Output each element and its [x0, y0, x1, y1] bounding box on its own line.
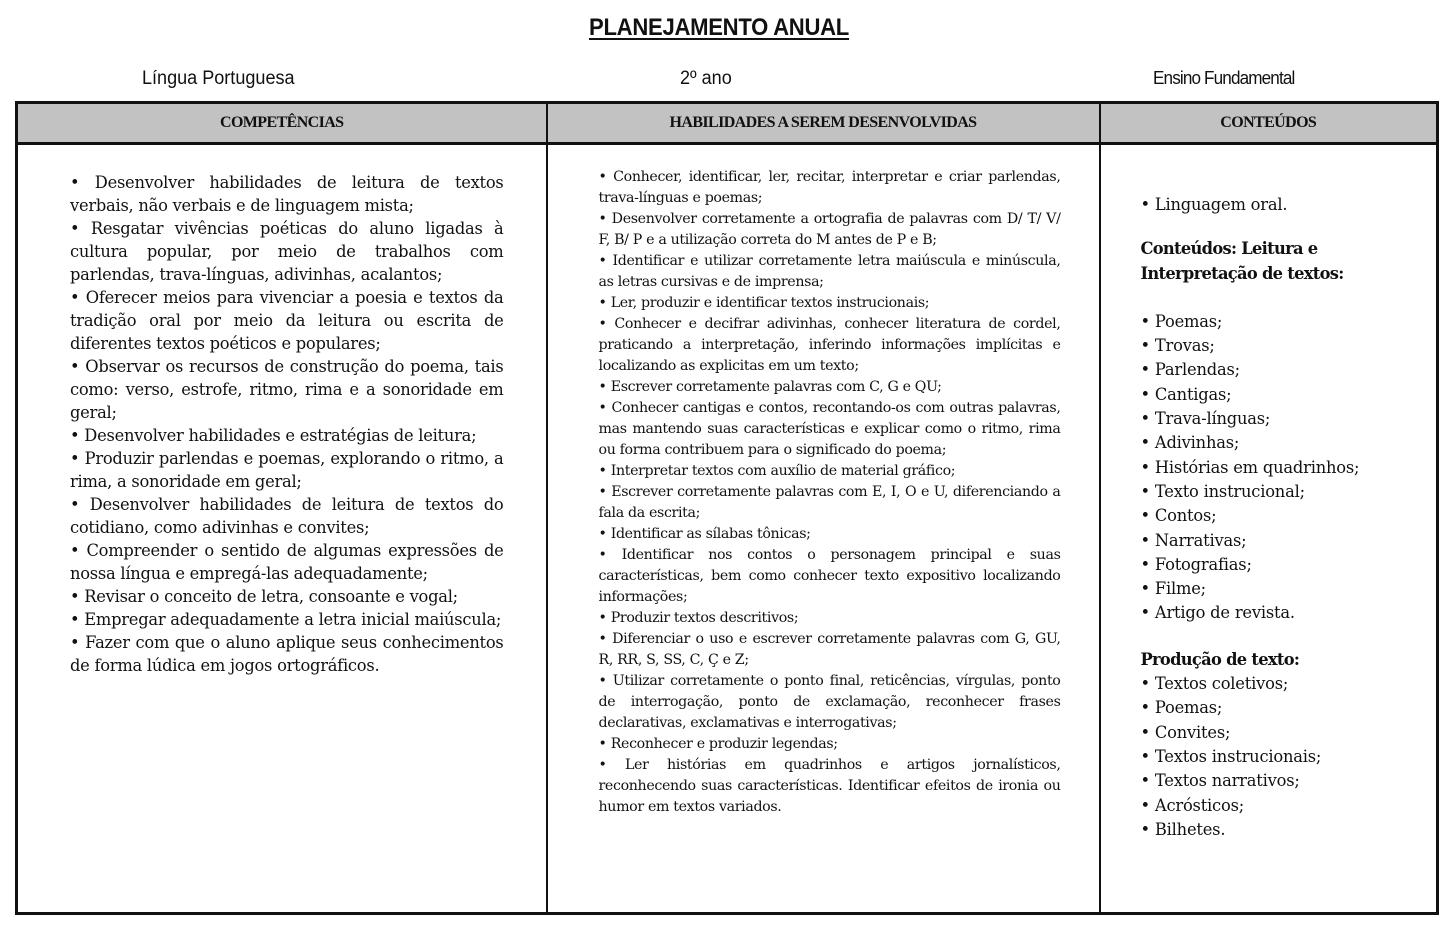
list-item: • Desenvolver habilidades e estratégias de leitura; — [70, 424, 504, 447]
list-item: • Desenvolver corretamente a ortografia de palavras com D/ T/ V/ F, B/ P e a utilização correta do M antes de P e B; — [599, 209, 1061, 251]
leitura-heading-line-2: Interpretação de textos: — [1140, 263, 1344, 283]
list-item: • Produzir parlendas e poemas, explorando o ritmo, a rima, a sonoridade em geral; — [70, 447, 504, 493]
list-item: • Fazer com que o aluno aplique seus conhecimentos de forma lúdica em jogos ortográficos. — [70, 631, 504, 677]
list-item: • Identificar nos contos o personagem principal e suas características, bem como conhecer texto expositivo localizando informações; — [599, 545, 1061, 608]
list-item: • Artigo de revista. — [1141, 601, 1427, 625]
header-habilidades: HABILIDADES A SEREM DESENVOLVIDAS — [547, 103, 1100, 144]
list-item: • Diferenciar o uso e escrever corretamente palavras com G, GU, R, RR, S, SS, C, Ç e Z; — [599, 629, 1061, 671]
leitura-heading-line-1: Conteúdos: Leitura e — [1140, 239, 1318, 259]
list-item: • Desenvolver habilidades de leitura de textos verbais, não verbais e de linguagem mista; — [70, 171, 504, 217]
list-item: • Interpretar textos com auxílio de material gráfico; — [599, 461, 1061, 482]
level-label: Ensino Fundamental — [1153, 68, 1295, 88]
header-competencias: COMPETÊNCIAS — [17, 103, 547, 144]
list-item: • Ler, produzir e identificar textos instrucionais; — [599, 293, 1061, 314]
table-header-row — [17, 103, 1438, 144]
list-item: • Oferecer meios para vivenciar a poesia e textos da tradição oral por meio da leitura ou escrita de diferentes textos poéticos e populares; — [70, 286, 504, 355]
list-item: • Texto instrucional; — [1141, 480, 1427, 504]
document-title — [58, 14, 1381, 42]
table-body-row — [17, 144, 1438, 914]
list-item: • Cantigas; — [1141, 383, 1427, 407]
list-item: • Ler histórias em quadrinhos e artigos jornalísticos, reconhecendo suas características. Identificar efeitos de ironia ou humor em textos variados. — [599, 755, 1061, 818]
list-item: • Conhecer cantigas e contos, recontando-os com outras palavras, mas mantendo suas características e explicar como o ritmo, rima ou forma contribuem para o significado do poema; — [599, 398, 1061, 461]
list-item: • Poemas; — [1141, 310, 1427, 334]
list-item: • Contos; — [1141, 504, 1427, 528]
habilidades-list — [548, 145, 1099, 818]
competencias-cell — [17, 144, 547, 914]
list-item: • Revisar o conceito de letra, consoante e vogal; — [70, 585, 504, 608]
list-item: • Adivinhas; — [1141, 431, 1427, 455]
list-item: • Trovas; — [1141, 334, 1427, 358]
list-item: • Textos narrativos; — [1141, 769, 1427, 793]
list-item: • Conhecer e decifrar adivinhas, conhecer literatura de cordel, praticando a interpretação, inferindo informações implícitas e localizando as explicitas em um texto; — [599, 314, 1061, 377]
subject-label: Língua Portuguesa — [142, 68, 295, 89]
list-item: • Escrever corretamente palavras com C, G e QU; — [599, 377, 1061, 398]
list-item: • Convites; — [1141, 721, 1427, 745]
conteudos-intro-item: • Linguagem oral. — [1141, 193, 1427, 217]
producao-items — [1141, 672, 1427, 842]
leitura-items — [1141, 310, 1427, 626]
document-title-text: PLANEJAMENTO ANUAL — [588, 14, 850, 41]
list-item: • Narrativas; — [1141, 529, 1427, 553]
habilidades-cell — [547, 144, 1100, 914]
list-item: • Desenvolver habilidades de leitura de textos do cotidiano, como adivinhas e convites; — [70, 493, 504, 539]
list-item: • Filme; — [1141, 577, 1427, 601]
list-item: • Compreender o sentido de algumas expressões de nossa língua e empregá-las adequadamente; — [70, 539, 504, 585]
list-item: • Produzir textos descritivos; — [599, 608, 1061, 629]
list-item: • Trava-línguas; — [1141, 407, 1427, 431]
list-item: • Poemas; — [1141, 696, 1427, 720]
list-item: • Conhecer, identificar, ler, recitar, interpretar e criar parlendas, trava-línguas e poemas; — [599, 167, 1061, 209]
header-conteudos: CONTEÚDOS — [1100, 103, 1438, 144]
list-item: • Utilizar corretamente o ponto final, reticências, vírgulas, ponto de interrogação, ponto de exclamação, reconhecer frases declarativas, exclamativas e interrogativas; — [599, 671, 1061, 734]
list-item: • Textos instrucionais; — [1141, 745, 1427, 769]
list-item: • Parlendas; — [1141, 358, 1427, 382]
list-item: • Escrever corretamente palavras com E, I, O e U, diferenciando a fala da escrita; — [599, 482, 1061, 524]
list-item: • Resgatar vivências poéticas do aluno ligadas à cultura popular, por meio de trabalhos com parlendas, trava-línguas, adivinhas, acalantos; — [70, 217, 504, 286]
producao-heading: Produção de texto: — [1140, 649, 1300, 669]
list-item: • Bilhetes. — [1141, 818, 1427, 842]
list-item: • Fotografias; — [1141, 553, 1427, 577]
list-item: • Identificar as sílabas tônicas; — [599, 524, 1061, 545]
list-item: • Empregar adequadamente a letra inicial maiúscula; — [70, 608, 504, 631]
list-item: • Histórias em quadrinhos; — [1141, 456, 1427, 480]
grade-label: 2º ano — [680, 68, 732, 89]
annual-plan-table — [15, 101, 1439, 915]
list-item: • Acrósticos; — [1141, 794, 1427, 818]
list-item: • Textos coletivos; — [1141, 672, 1427, 696]
conteudos-cell — [1100, 144, 1438, 914]
list-item: • Reconhecer e produzir legendas; — [599, 734, 1061, 755]
competencias-list — [18, 145, 546, 677]
conteudos-list — [1101, 145, 1437, 842]
list-item: • Observar os recursos de construção do poema, tais como: verso, estrofe, ritmo, rima e a sonoridade em geral; — [70, 355, 504, 424]
list-item: • Identificar e utilizar corretamente letra maiúscula e minúscula, as letras cursivas e de imprensa; — [599, 251, 1061, 293]
